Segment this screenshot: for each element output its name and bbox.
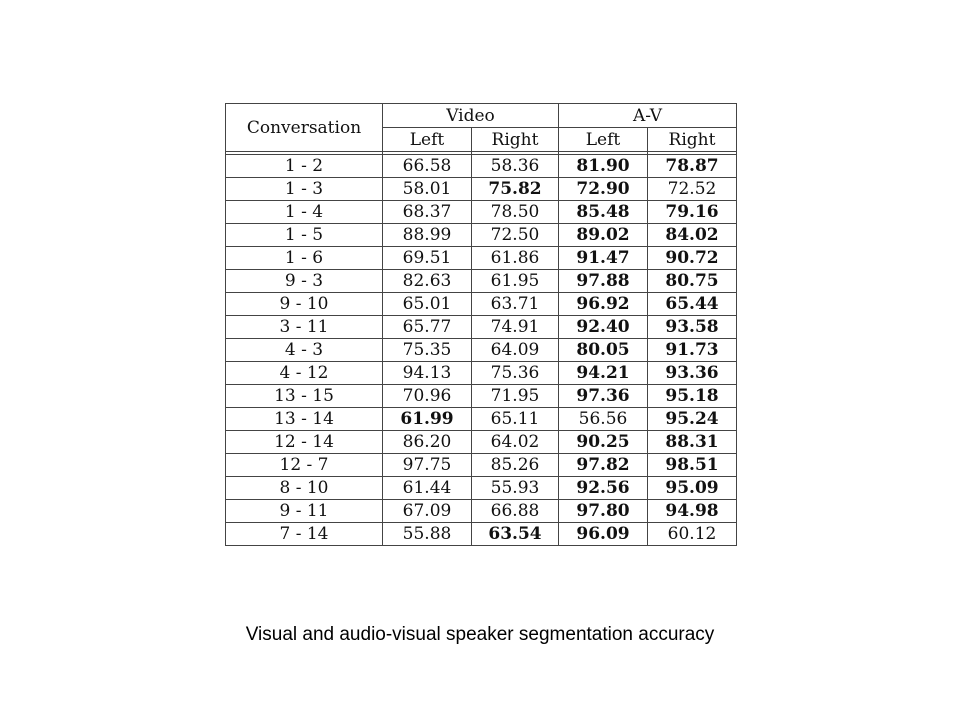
video-right-cell: 74.91 bbox=[472, 316, 559, 339]
video-right-cell: 58.36 bbox=[472, 155, 559, 178]
av-left-cell: 85.48 bbox=[559, 201, 648, 224]
table-row bbox=[226, 293, 737, 316]
video-right-cell: 85.26 bbox=[472, 454, 559, 477]
conversation-cell: 8 - 10 bbox=[226, 477, 383, 500]
video-left-cell: 97.75 bbox=[383, 454, 472, 477]
av-left-cell: 81.90 bbox=[559, 155, 648, 178]
av-right-cell: 94.98 bbox=[648, 500, 737, 523]
av-right-cell: 65.44 bbox=[648, 293, 737, 316]
av-left-cell: 92.40 bbox=[559, 316, 648, 339]
video-right-cell: 61.95 bbox=[472, 270, 559, 293]
header-video-left: Left bbox=[383, 128, 472, 152]
conversation-cell: 7 - 14 bbox=[226, 523, 383, 546]
video-left-cell: 75.35 bbox=[383, 339, 472, 362]
av-right-cell: 80.75 bbox=[648, 270, 737, 293]
conversation-cell: 12 - 7 bbox=[226, 454, 383, 477]
av-right-cell: 95.24 bbox=[648, 408, 737, 431]
table-row bbox=[226, 431, 737, 454]
av-left-cell: 56.56 bbox=[559, 408, 648, 431]
conversation-cell: 13 - 15 bbox=[226, 385, 383, 408]
video-left-cell: 68.37 bbox=[383, 201, 472, 224]
av-right-cell: 98.51 bbox=[648, 454, 737, 477]
av-right-cell: 78.87 bbox=[648, 155, 737, 178]
av-left-cell: 72.90 bbox=[559, 178, 648, 201]
av-left-cell: 97.80 bbox=[559, 500, 648, 523]
av-right-cell: 90.72 bbox=[648, 247, 737, 270]
segmentation-accuracy-table bbox=[225, 103, 737, 546]
av-left-cell: 91.47 bbox=[559, 247, 648, 270]
video-left-cell: 70.96 bbox=[383, 385, 472, 408]
header-video-right: Right bbox=[472, 128, 559, 152]
conversation-cell: 1 - 2 bbox=[226, 155, 383, 178]
av-right-cell: 60.12 bbox=[648, 523, 737, 546]
av-left-cell: 97.88 bbox=[559, 270, 648, 293]
conversation-cell: 9 - 11 bbox=[226, 500, 383, 523]
table-row bbox=[226, 385, 737, 408]
video-left-cell: 82.63 bbox=[383, 270, 472, 293]
video-left-cell: 88.99 bbox=[383, 224, 472, 247]
conversation-cell: 4 - 3 bbox=[226, 339, 383, 362]
header-conversation: Conversation bbox=[226, 104, 383, 152]
conversation-cell: 12 - 14 bbox=[226, 431, 383, 454]
av-right-cell: 93.58 bbox=[648, 316, 737, 339]
video-right-cell: 66.88 bbox=[472, 500, 559, 523]
table-row bbox=[226, 454, 737, 477]
video-left-cell: 86.20 bbox=[383, 431, 472, 454]
video-right-cell: 65.11 bbox=[472, 408, 559, 431]
av-left-cell: 89.02 bbox=[559, 224, 648, 247]
video-left-cell: 69.51 bbox=[383, 247, 472, 270]
table-row bbox=[226, 316, 737, 339]
video-right-cell: 72.50 bbox=[472, 224, 559, 247]
video-right-cell: 71.95 bbox=[472, 385, 559, 408]
video-right-cell: 75.82 bbox=[472, 178, 559, 201]
table-row bbox=[226, 339, 737, 362]
caption: Visual and audio-visual speaker segmentation accuracy bbox=[245, 624, 715, 645]
table-row bbox=[226, 155, 737, 178]
video-left-cell: 94.13 bbox=[383, 362, 472, 385]
av-left-cell: 96.92 bbox=[559, 293, 648, 316]
header-video: Video bbox=[383, 104, 559, 128]
video-right-cell: 61.86 bbox=[472, 247, 559, 270]
header-av-left: Left bbox=[559, 128, 648, 152]
conversation-cell: 1 - 4 bbox=[226, 201, 383, 224]
av-right-cell: 93.36 bbox=[648, 362, 737, 385]
conversation-cell: 13 - 14 bbox=[226, 408, 383, 431]
av-right-cell: 91.73 bbox=[648, 339, 737, 362]
table-row bbox=[226, 224, 737, 247]
table-row bbox=[226, 362, 737, 385]
video-right-cell: 63.54 bbox=[472, 523, 559, 546]
video-right-cell: 78.50 bbox=[472, 201, 559, 224]
av-right-cell: 72.52 bbox=[648, 178, 737, 201]
av-left-cell: 96.09 bbox=[559, 523, 648, 546]
av-right-cell: 95.18 bbox=[648, 385, 737, 408]
av-right-cell: 84.02 bbox=[648, 224, 737, 247]
conversation-cell: 1 - 5 bbox=[226, 224, 383, 247]
av-left-cell: 80.05 bbox=[559, 339, 648, 362]
conversation-cell: 9 - 3 bbox=[226, 270, 383, 293]
header-row-top bbox=[226, 104, 737, 128]
table-row bbox=[226, 270, 737, 293]
header-av-right: Right bbox=[648, 128, 737, 152]
video-left-cell: 65.77 bbox=[383, 316, 472, 339]
av-left-cell: 90.25 bbox=[559, 431, 648, 454]
video-left-cell: 55.88 bbox=[383, 523, 472, 546]
video-right-cell: 55.93 bbox=[472, 477, 559, 500]
conversation-cell: 1 - 3 bbox=[226, 178, 383, 201]
video-right-cell: 64.02 bbox=[472, 431, 559, 454]
av-left-cell: 94.21 bbox=[559, 362, 648, 385]
video-left-cell: 58.01 bbox=[383, 178, 472, 201]
table-body bbox=[226, 155, 737, 546]
video-right-cell: 63.71 bbox=[472, 293, 559, 316]
video-right-cell: 64.09 bbox=[472, 339, 559, 362]
video-right-cell: 75.36 bbox=[472, 362, 559, 385]
conversation-cell: 9 - 10 bbox=[226, 293, 383, 316]
table-row bbox=[226, 477, 737, 500]
video-left-cell: 66.58 bbox=[383, 155, 472, 178]
conversation-cell: 3 - 11 bbox=[226, 316, 383, 339]
video-left-cell: 65.01 bbox=[383, 293, 472, 316]
video-left-cell: 61.99 bbox=[383, 408, 472, 431]
av-right-cell: 88.31 bbox=[648, 431, 737, 454]
table-row bbox=[226, 408, 737, 431]
av-right-cell: 79.16 bbox=[648, 201, 737, 224]
table-row bbox=[226, 201, 737, 224]
av-left-cell: 97.82 bbox=[559, 454, 648, 477]
header-av: A-V bbox=[559, 104, 737, 128]
conversation-cell: 4 - 12 bbox=[226, 362, 383, 385]
video-left-cell: 67.09 bbox=[383, 500, 472, 523]
table-row bbox=[226, 500, 737, 523]
table-row bbox=[226, 178, 737, 201]
av-right-cell: 95.09 bbox=[648, 477, 737, 500]
av-left-cell: 92.56 bbox=[559, 477, 648, 500]
conversation-cell: 1 - 6 bbox=[226, 247, 383, 270]
table-row bbox=[226, 247, 737, 270]
table-row bbox=[226, 523, 737, 546]
av-left-cell: 97.36 bbox=[559, 385, 648, 408]
video-left-cell: 61.44 bbox=[383, 477, 472, 500]
